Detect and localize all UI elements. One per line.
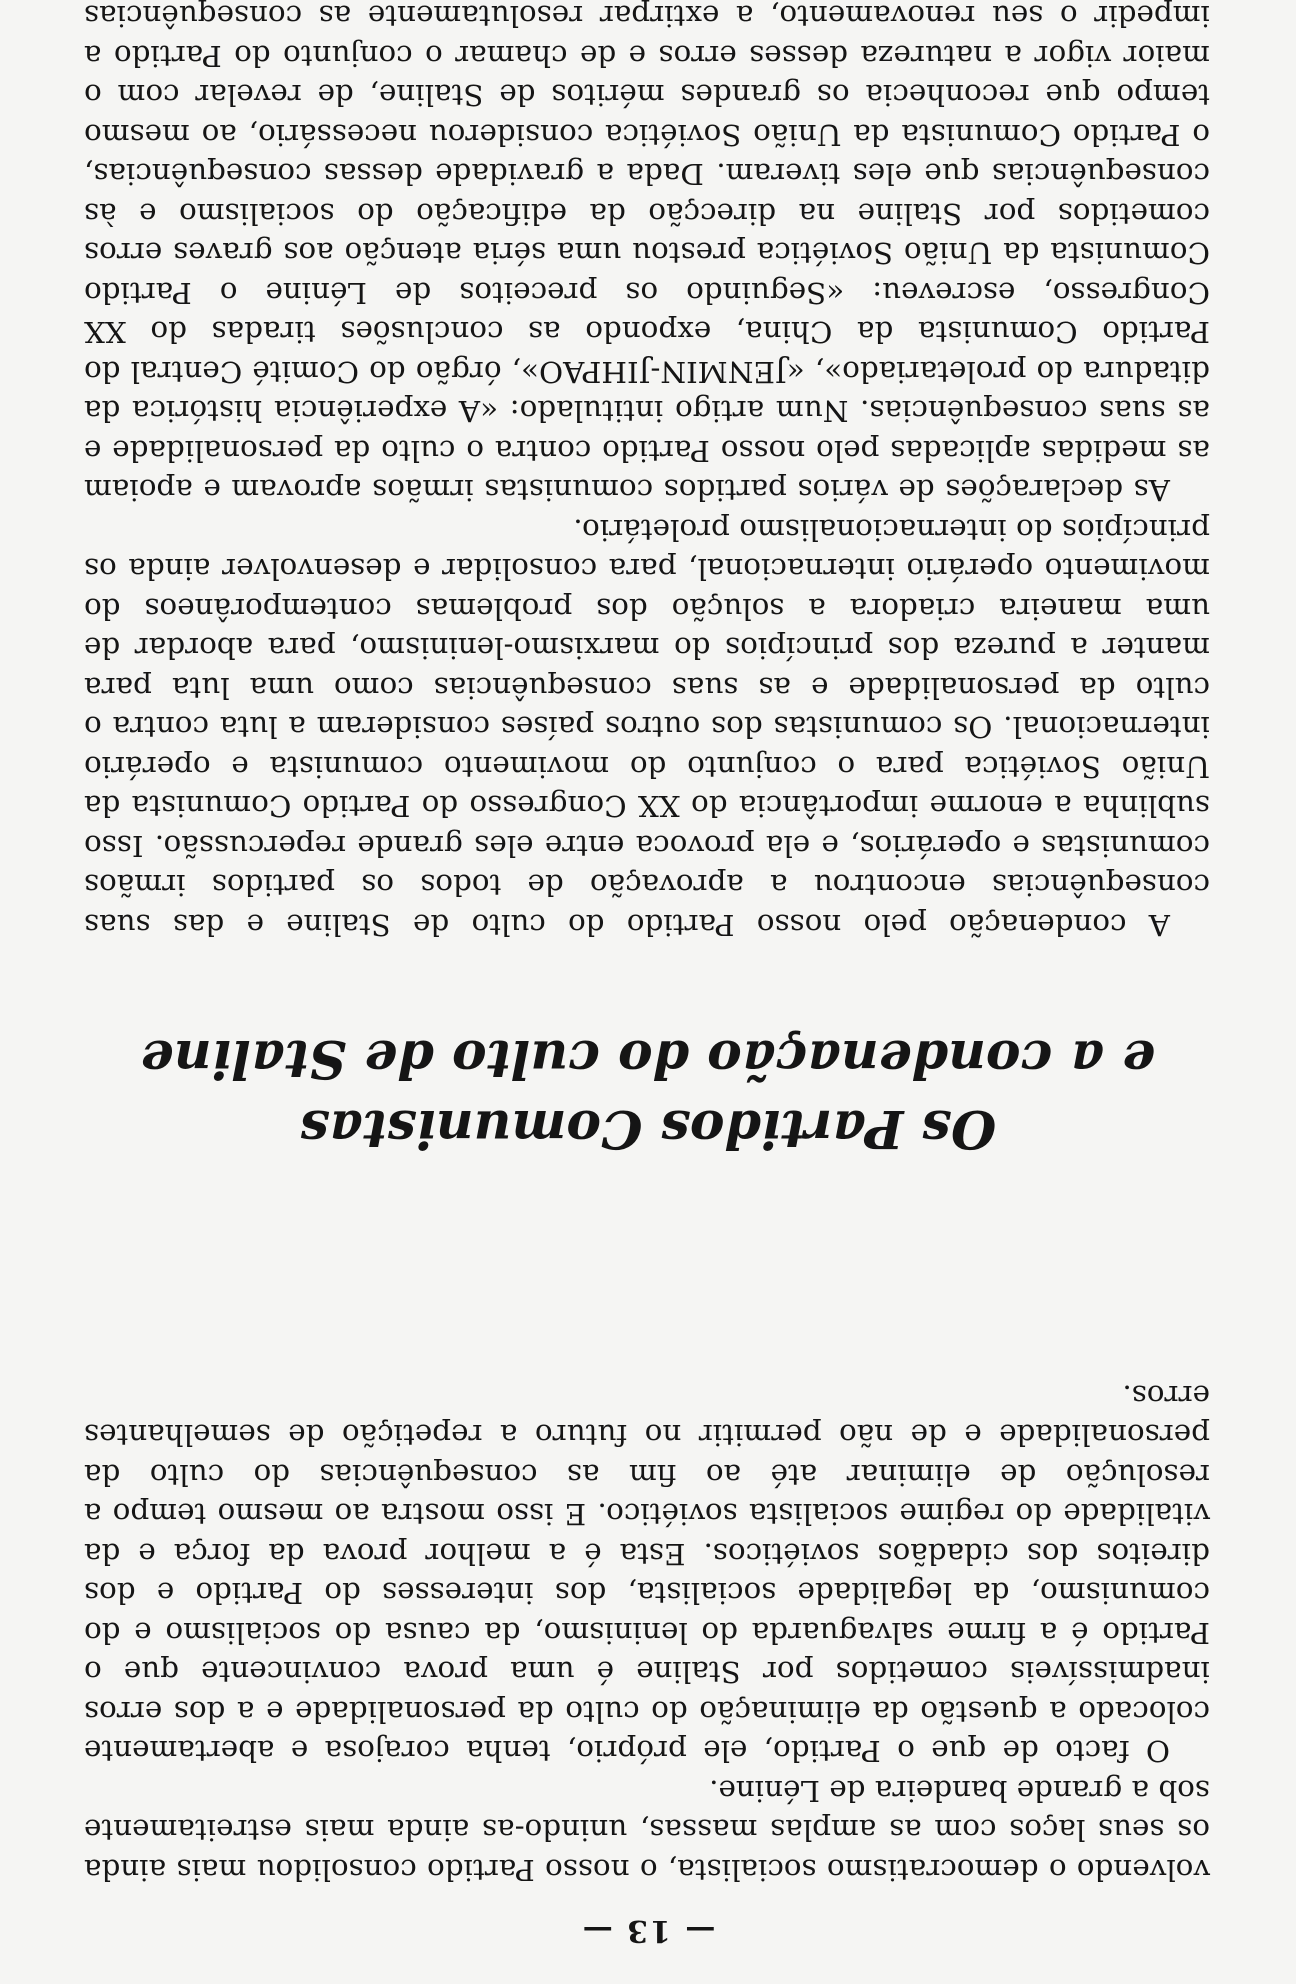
intro-section (84, 1376, 1210, 1890)
article-paragraph-1 (84, 510, 1210, 945)
article-title-line2: e a condenação do culto de Staline (140, 1028, 1156, 1089)
article-paragraph-1-text: A condenação pelo nosso Partido do culto de Staline e das suas consequências encontrou a aprovação de todos os partidos irmãos comunistas e operários, e ela provoca entre eles grande repercussão. Isso sublinha a enorme importância do XX Congresso do Partido Comunista da União Soviética para o conjunto do movimento comunista e operário internacional. Os comunistas dos outros países consideram a luta contra o culto da personalidade e as suas consequências como uma luta para manter a pureza dos princípios do marxismo-leninismo, para abordar de uma maneira criadora a solução dos problemas contemporâneos do movimento operário internacional, para consolidar e desenvolver ainda os princípios do internacionalismo proletário. (84, 513, 1210, 942)
article-paragraph-2 (84, 0, 1210, 510)
article-title-line1: Os Partidos Comunistas (299, 1098, 997, 1159)
second-paragraph-text: O facto de que o Partido, ele próprio, tenha corajosa e abertamente colocado a questão da eliminação do culto da personalidade e a dos erros inadmissíveis cometidos por Staline é uma prova convincente que o Partido é a firme salvaguarda do leninismo, da causa do socialismo e do comunismo, da legalidade socialista, dos interesses do Partido e dos direitos dos cidadãos soviéticos. Esta é a melhor prova da força e da vitalidade do regime socialista soviético. E isso mostra ao mesmo tempo a resolução de eliminar até ao fim as consequências do culto da personalidade e de não permitir no futuro a repetição de semelhantes erros. (84, 1379, 1210, 1769)
intro-text: volvendo o democratismo socialista, o nosso Partido consolidou mais ainda os seus laços com as amplas massas, unindo-as ainda mais estreitamente sob a grande bandeira de Lénine. (84, 1774, 1210, 1887)
article-paragraph-2-text: As declarações de vários partidos comunistas irmãos aprovam e apoiam as medidas aplicadas pelo nosso Partido contra o culto da personalidade e as suas consequências. Num artigo intitulado: «A experiência histórica da ditadura do proletariado», «JENMIN-JIHPAO», órgão do Comité Central do Partido Comunista da China, expondo as conclusões tiradas do XX Congresso, escreveu: «Seguindo os preceitos de Lénine o Partido Comunista da União Soviética prestou uma séria atenção aos graves erros cometidos por Staline na direcção da edificação do socialismo e às consequências que eles tiveram. Dada a gravidade dessas consequências, o Partido Comunista da União Soviética considerou necessário, ao mesmo tempo que reconhecia os grandes méritos de Staline, de revelar com o maior vigor a natureza desses erros e de chamar o conjunto do Partido a impedir o seu renovamento, a extirpar resolutamente as consequências (84, 0, 1210, 508)
page-number: — 13 — (580, 1913, 716, 1948)
second-paragraph (84, 1376, 1210, 1771)
article-body (84, 0, 1210, 944)
intro-paragraph (84, 1771, 1210, 1890)
